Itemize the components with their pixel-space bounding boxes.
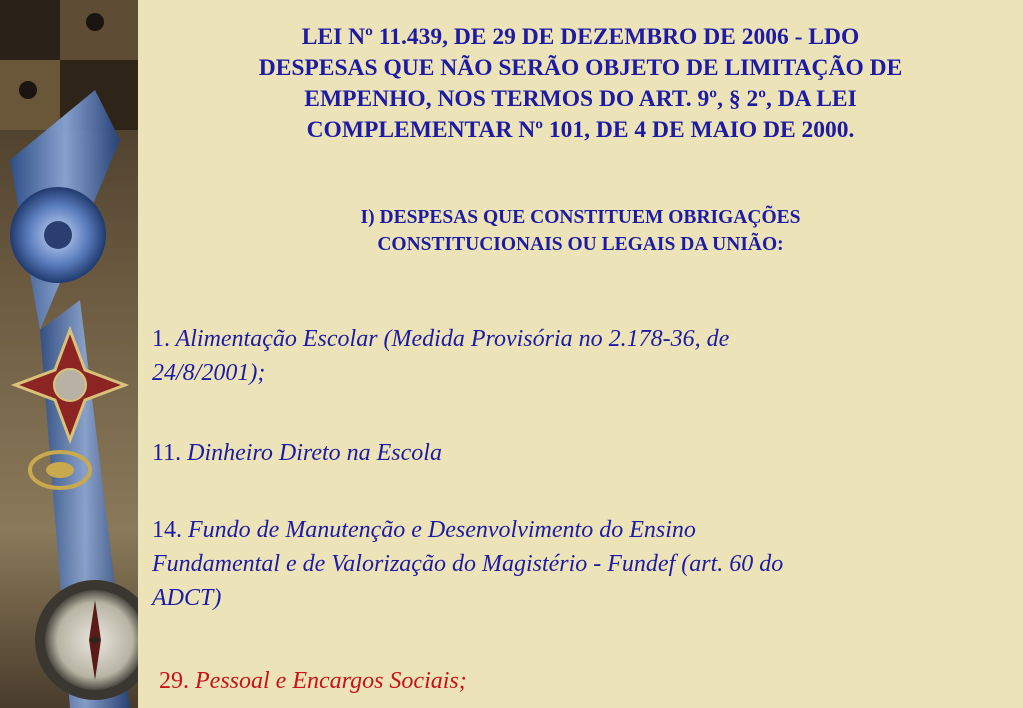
item-text: Pessoal e Encargos Sociais (195, 668, 459, 694)
section-heading (198, 204, 963, 258)
slide-content (138, 0, 1023, 708)
item-number: 1. (152, 326, 170, 352)
item-text: Alimentação Escolar (Medida Provisória no 2.178-36, de (175, 326, 730, 352)
item-text: Dinheiro Direto na Escola (187, 440, 442, 466)
item-text: Fundo de Manutenção e Desenvolvimento do Ensino (188, 517, 696, 543)
title-line: COMPLEMENTAR Nº 101, DE 4 DE MAIO DE 2000. (306, 117, 855, 143)
list-item-pessoal-encargos (159, 664, 1009, 698)
title-line: DESPESAS QUE NÃO SERÃO OBJETO DE LIMITAÇÃO DE (258, 55, 903, 81)
item-number: 29. (159, 668, 189, 694)
item-text: Fundamental e de Valorização do Magistério - Fundef (art. 60 do (152, 551, 784, 577)
section-heading-line: CONSTITUCIONAIS OU LEGAIS DA UNIÃO: (377, 234, 784, 255)
list-item-alimentacao-escolar (152, 322, 1002, 390)
decorative-side-image (0, 0, 138, 708)
list-item-fundef (152, 513, 1002, 615)
item-number: 14. (152, 517, 182, 543)
list-item-dinheiro-direto (152, 436, 1002, 470)
item-number: 11. (152, 440, 182, 466)
medal-compass-illustration (0, 0, 138, 708)
slide-title (178, 22, 983, 146)
item-suffix: ; (458, 668, 467, 694)
item-text: ADCT) (152, 585, 222, 611)
title-line: LEI Nº 11.439, DE 29 DE DEZEMBRO DE 2006 - LDO (301, 24, 860, 50)
item-text: 24/8/2001); (152, 360, 266, 386)
section-heading-line: I) DESPESAS QUE CONSTITUEM OBRIGAÇÕES (360, 207, 801, 228)
title-line: EMPENHO, NOS TERMOS DO ART. 9º, § 2º, DA LEI (304, 86, 857, 112)
